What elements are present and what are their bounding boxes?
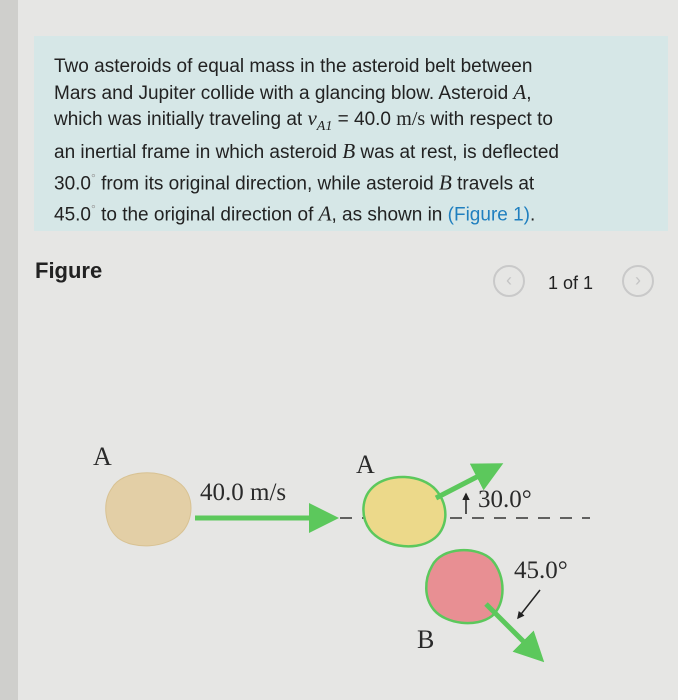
angle-a-label: 30.0°	[478, 486, 532, 513]
var-asteroid-b: B	[342, 139, 356, 164]
punctuation: ,	[526, 82, 532, 104]
var-asteroid-b: B	[439, 170, 452, 195]
var-velocity: v	[307, 106, 317, 130]
var-asteroid-a: A	[318, 200, 332, 225]
var-asteroid-a: A	[513, 79, 527, 104]
label-asteroid-a-after: A	[356, 450, 375, 479]
angle-b-label: 45.0°	[514, 557, 568, 584]
angle-a-value: 30.0	[54, 173, 91, 195]
problem-line-5: from its original direction, while asteroid	[95, 173, 439, 195]
problem-line-6: to the original direction of	[95, 203, 319, 225]
problem-line-1: Two asteroids of equal mass in the asteroid belt between	[54, 56, 533, 77]
figure-title: Figure	[35, 258, 103, 283]
equals-value: = 40.0	[332, 109, 397, 130]
chevron-left-icon: ‹	[506, 270, 512, 290]
punctuation: .	[530, 203, 536, 225]
angle-b-value: 45.0	[54, 203, 91, 225]
angle-b-indicator	[518, 590, 540, 618]
problem-line-4: an inertial frame in which asteroid	[54, 142, 343, 164]
label-asteroid-a-initial: A	[93, 442, 112, 471]
problem-line-5-end: travels at	[451, 173, 535, 195]
velocity-unit: m/s	[396, 108, 426, 130]
problem-line-4-end: was at rest, is deflected	[355, 142, 559, 164]
problem-line-3: which was initially traveling at	[54, 109, 308, 130]
asteroid-a-after	[363, 477, 445, 546]
figure-1-link[interactable]: (Figure 1)	[447, 203, 531, 225]
var-velocity-subscript: A1	[316, 118, 333, 134]
degree-symbol: °	[90, 201, 96, 216]
problem-line-2: Mars and Jupiter collide with a glancing blow. Asteroid	[54, 82, 514, 104]
asteroid-b-velocity-arrow	[486, 604, 540, 658]
problem-line-6-mid: , as shown in	[331, 203, 448, 225]
chevron-right-icon: ›	[635, 270, 641, 290]
speed-label: 40.0 m/s	[200, 479, 287, 506]
asteroid-a-initial	[106, 473, 191, 546]
problem-line-3-end: with respect to	[425, 109, 553, 130]
label-asteroid-b: B	[417, 625, 435, 654]
figure-pager: 1 of 1	[548, 273, 594, 293]
degree-symbol: °	[90, 170, 96, 185]
